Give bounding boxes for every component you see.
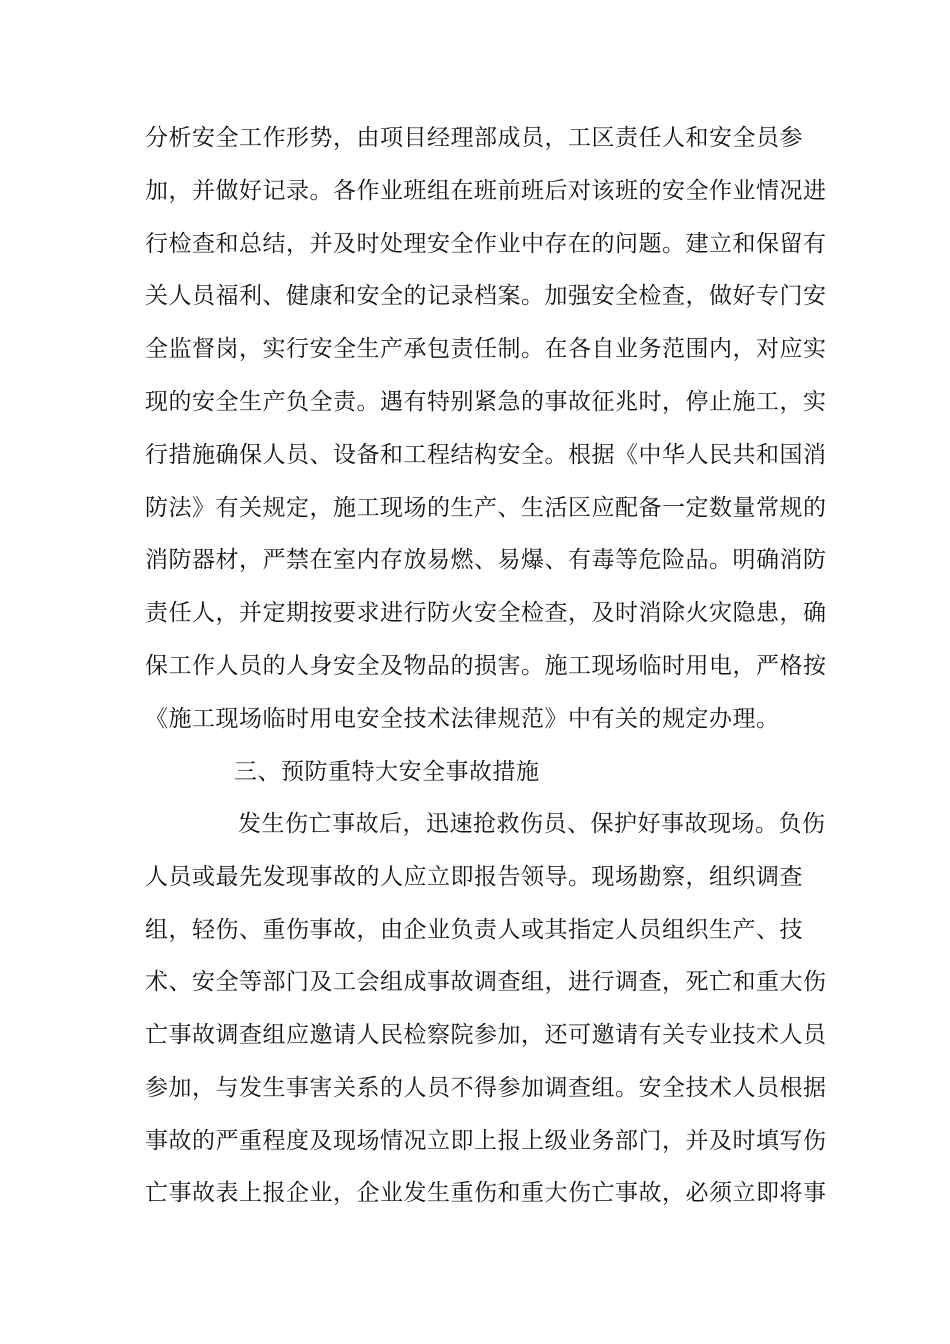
paragraph-line: 人员或最先发现事故的人应立即报告领导。现场勘察，组织调查 (145, 864, 803, 890)
paragraph-line: 责任人，并定期按要求进行防火安全检查，及时消除火灾隐患，确 (145, 600, 827, 626)
paragraph-line: 现的安全生产负全责。遇有特别紧急的事故征兆时，停止施工，实 (145, 389, 827, 415)
paragraph-line: 行措施确保人员、设备和工程结构安全。根据《中华人民共和国消 (145, 442, 827, 468)
paragraph-line: 术、安全等部门及工会组成事故调查组，进行调查，死亡和重大伤 (145, 969, 827, 995)
paragraph-line: 全监督岗，实行安全生产承包责任制。在各自业务范围内，对应实 (145, 336, 827, 362)
paragraph-line: 分析安全工作形势，由项目经理部成员，工区责任人和安全员参 (145, 125, 803, 151)
paragraph-line: 消防器材，严禁在室内存放易燃、易爆、有毒等危险品。明确消防 (145, 547, 827, 573)
paragraph-line: 亡事故调查组应邀请人民检察院参加，还可邀请有关专业技术人员 (145, 1022, 827, 1048)
paragraph-line: 保工作人员的人身安全及物品的损害。施工现场临时用电，严格按 (145, 653, 827, 679)
paragraph-line: 参加，与发生事害关系的人员不得参加调查组。安全技术人员根据 (145, 1075, 827, 1101)
paragraph-line: 《施工现场临时用电安全技术法律规范》中有关的规定办理。 (145, 706, 780, 732)
paragraph-line: 组，轻伤、重伤事故，由企业负责人或其指定人员组织生产、技 (145, 917, 803, 943)
paragraph-line: 关人员福利、健康和安全的记录档案。加强安全检查，做好专门安 (145, 283, 827, 309)
paragraph-line: 防法》有关规定，施工现场的生产、生活区应配备一定数量常规的 (145, 495, 827, 521)
paragraph-line: 加，并做好记录。各作业班组在班前班后对该班的安全作业情况进 (145, 178, 827, 204)
section-heading: 三、预防重特大安全事故措施 (234, 759, 540, 785)
paragraph-line: 行检查和总结，并及时处理安全作业中存在的问题。建立和保留有 (145, 231, 827, 257)
paragraph-line: 事故的严重程度及现场情况立即上报上级业务部门，并及时填写伤 (145, 1128, 827, 1154)
paragraph-line: 发生伤亡事故后，迅速抢救伤员、保护好事故现场。负伤 (238, 811, 826, 837)
paragraph-line: 亡事故表上报企业，企业发生重伤和重大伤亡事故，必须立即将事 (145, 1180, 827, 1206)
